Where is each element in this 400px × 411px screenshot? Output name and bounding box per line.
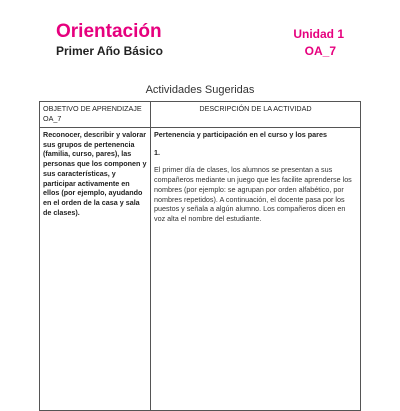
section-heading: Actividades Sugeridas — [145, 84, 255, 96]
unit-label: Unidad 1 — [293, 27, 344, 41]
objective-code: OA_7 — [304, 44, 336, 58]
table-header-row — [40, 102, 361, 128]
activity-number: 1. — [154, 147, 160, 157]
objective-cell: Reconocer, describir y valorar sus grupos de pertenencia (familia, curso, pares), las personas que los componen y sus características, y participar activamente en ellos (por ejemplo, ayudando en el orden de la casa y sala de clases). — [40, 128, 151, 411]
description-column-header: DESCRIPCIÓN DE LA ACTIVIDAD — [151, 102, 361, 128]
document-subtitle: Primer Año Básico — [56, 44, 163, 58]
description-cell — [151, 128, 361, 411]
table-row — [40, 128, 361, 411]
document-title: Orientación — [56, 21, 162, 42]
activities-table — [39, 101, 361, 411]
objective-column-header: OBJETIVO DE APRENDIZAJE OA_7 — [40, 102, 151, 128]
activity-text: El primer día de clases, los alumnos se presentan a sus compañeros mediante un juego que les facilite aprenderse los nombres (por ejemplo: se agrupan por orden alfabético, por nombres repetidos). A continuación, el docente pasa por los puestos y señala a algún alumno. Los compañeros dicen en voz alta el nombre del estudiante. — [154, 165, 352, 224]
activity-title: Pertenencia y participación en el curso y los pares — [154, 130, 327, 139]
